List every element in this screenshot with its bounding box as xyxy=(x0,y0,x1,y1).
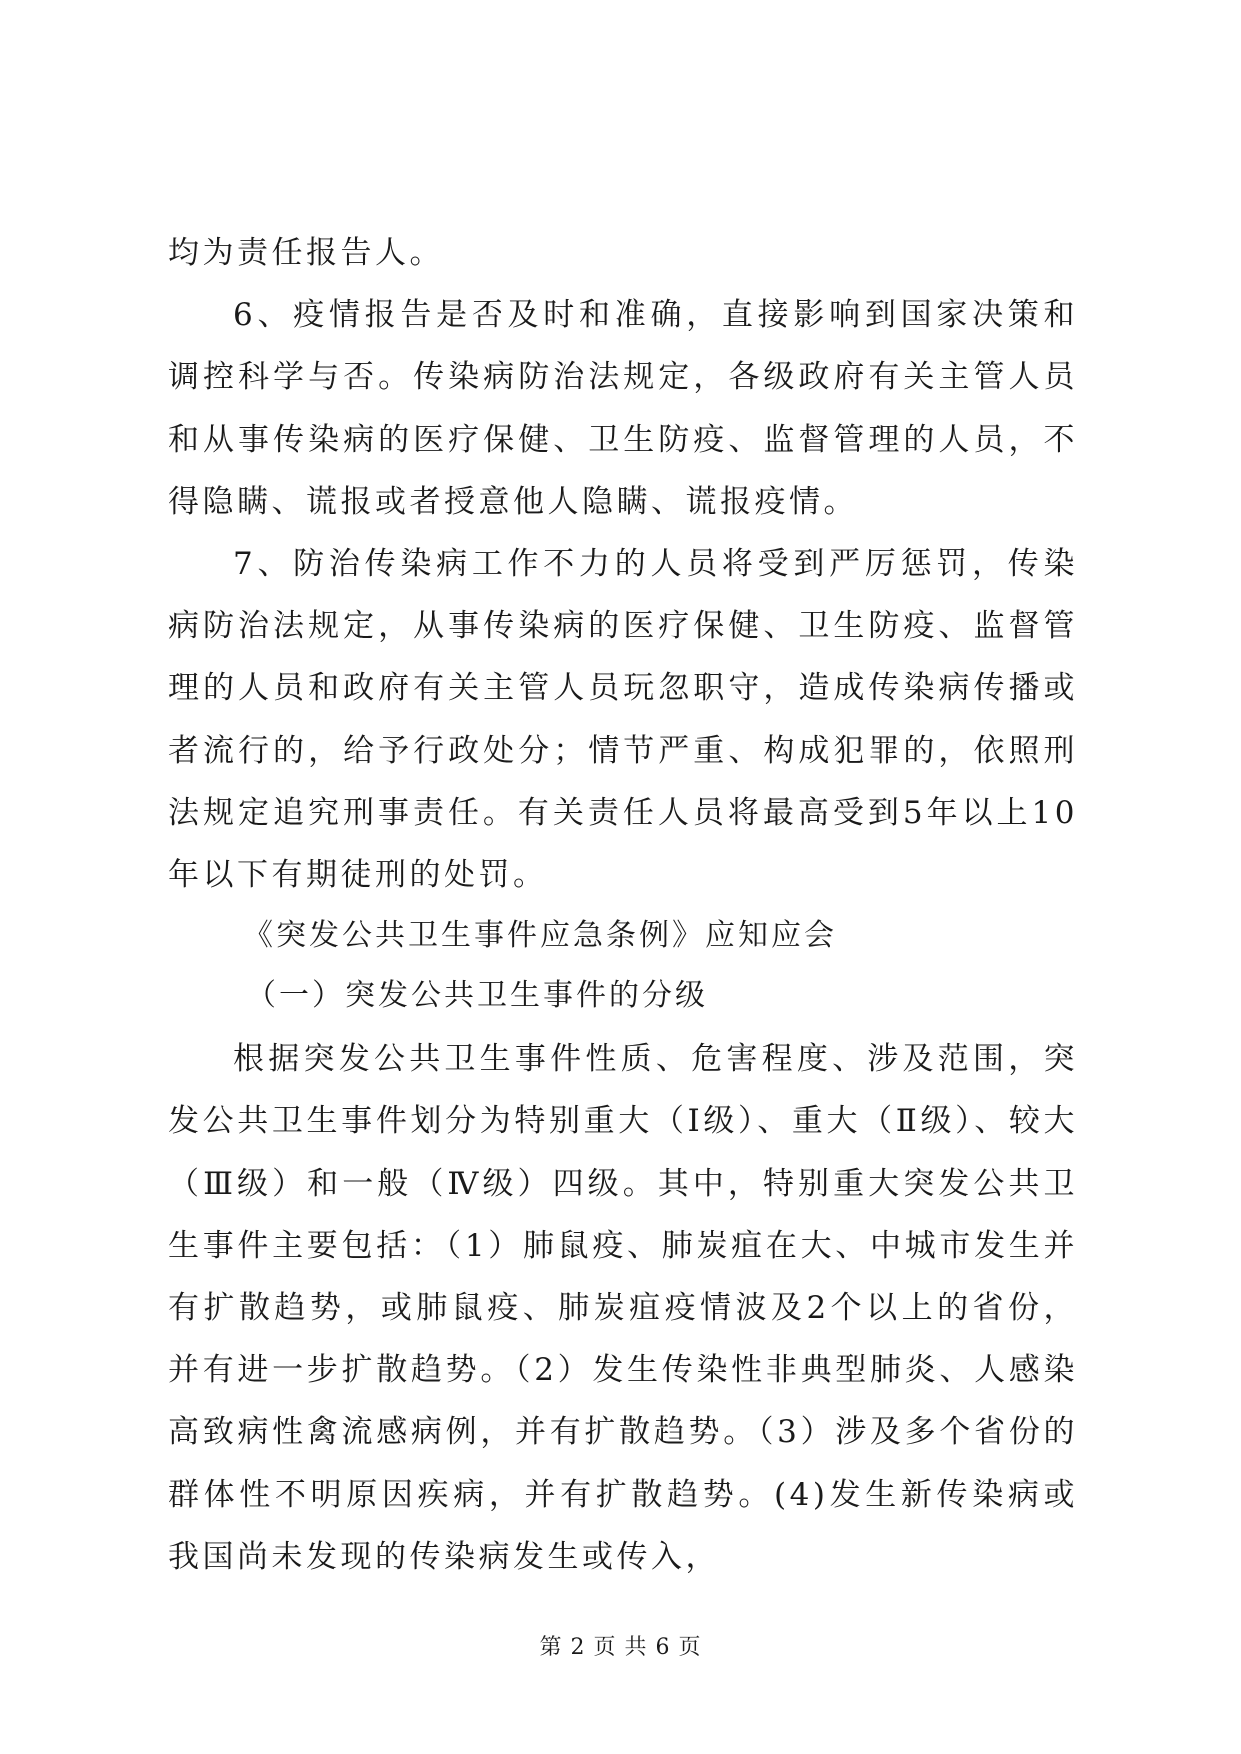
page-number-footer: 第 2 页 共 6 页 xyxy=(539,1635,702,1660)
paragraph-continuation: 均为责任报告人。 xyxy=(168,235,444,271)
section-heading: 《突发公共卫生事件应急条例》应知应会 xyxy=(243,918,837,954)
paragraph-classification: 根据突发公共卫生事件性质、危害程度、涉及范围，突发公共卫生事件划分为特别重大（Ⅰ级）、重大（Ⅱ级）、较大（Ⅲ级）和一般（Ⅳ级）四级。其中，特别重大突发公共卫生事件主要包括：（1）肺鼠疫、肺炭疽在大、中城市发生并有扩散趋势，或肺鼠疫、肺炭疽疫情波及2个以上的省份，并有进一步扩散趋势。（2）发生传染性非典型肺炎、人感染高致病性禽流感病例，并有扩散趋势。（3）涉及多个省份的群体性不明原因疾病，并有扩散趋势。(4)发生新传染病或我国尚未发现的传染病发生或传入， xyxy=(168,1041,1078,1575)
paragraph-item-7: 7、防治传染病工作不力的人员将受到严厉惩罚，传染病防治法规定，从事传染病的医疗保健、卫生防疫、监督管理的人员和政府有关主管人员玩忽职守，造成传染病传播或者流行的，给予行政处分；情节严重、构成犯罪的，依照刑法规定追究刑事责任。有关责任人员将最高受到5年以上10年以下有期徒刑的处罚。 xyxy=(168,546,1078,894)
document-body xyxy=(168,222,1078,1588)
paragraph-item-6: 6、疫情报告是否及时和准确，直接影响到国家决策和调控科学与否。传染病防治法规定，各级政府有关主管人员和从事传染病的医疗保健、卫生防疫、监督管理的人员，不得隐瞒、谎报或者授意他人隐瞒、谎报疫情。 xyxy=(168,297,1078,520)
subsection-heading: （一）突发公共卫生事件的分级 xyxy=(246,978,708,1014)
